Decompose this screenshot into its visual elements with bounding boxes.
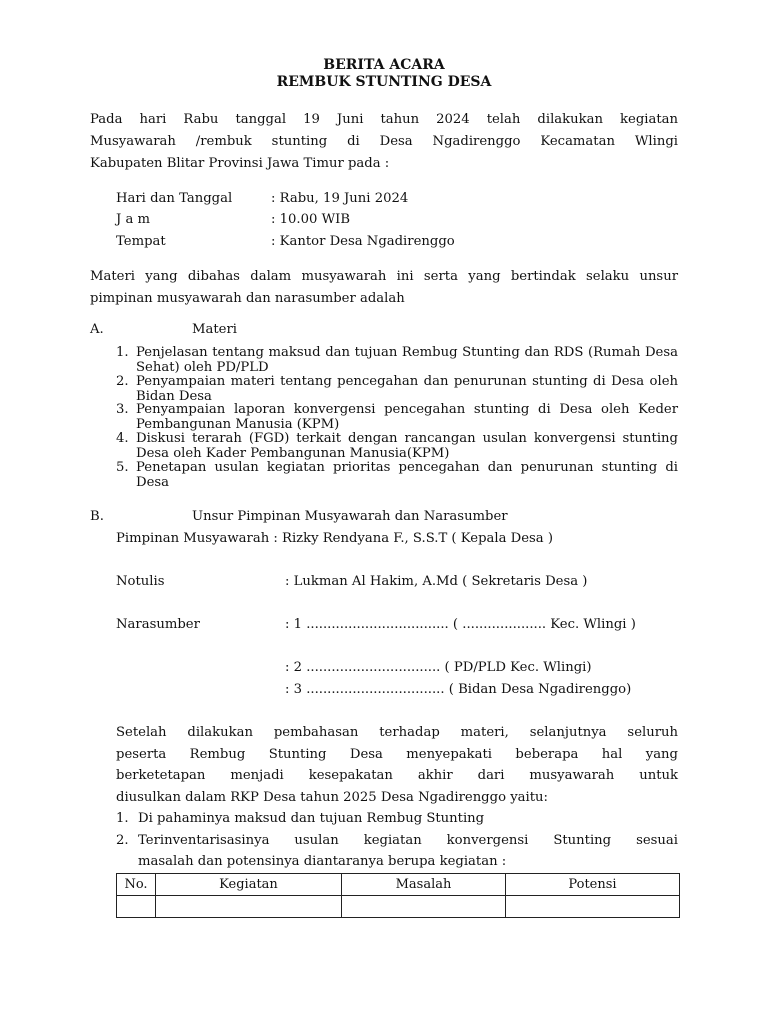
materi-intro-line-1: Materi yang dibahas dalam musyawarah ini serta yang bertindak selaku unsur xyxy=(90,269,678,284)
materi-item: Penyampaian materi tentang pencegahan dan penurunan stunting di Desa oleh Bidan Desa xyxy=(136,374,678,404)
column-header-no: No. xyxy=(117,874,156,896)
narasumber-label: Narasumber xyxy=(116,617,200,632)
detail-value-place: : Kantor Desa Ngadirenggo xyxy=(271,234,455,249)
intro-line-3: Kabupaten Blitar Provinsi Jawa Timur pada : xyxy=(90,156,390,171)
notulis-value: : Lukman Al Hakim, A.Md ( Sekretaris Desa ) xyxy=(285,574,588,589)
materi-item-number: 2. xyxy=(116,374,129,389)
materi-item: Penjelasan tentang maksud dan tujuan Rembug Stunting dan RDS (Rumah Desa Sehat) oleh PD/PLD xyxy=(136,345,678,375)
section-b-heading: Unsur Pimpinan Musyawarah dan Narasumber xyxy=(192,509,508,524)
materi-item: Penetapan usulan kegiatan prioritas pencegahan dan penurunan stunting di Desa xyxy=(136,460,678,490)
column-header-masalah: Masalah xyxy=(342,874,506,896)
agreement-item: Terinventarisasinya usulan kegiatan konvergensi Stunting sesuai xyxy=(138,833,678,848)
agreement-number: 2. xyxy=(116,833,129,848)
table-cell xyxy=(342,896,506,918)
table-cell xyxy=(506,896,680,918)
agreement-item-continued: masalah dan potensinya diantaranya berupa kegiatan : xyxy=(138,854,507,869)
intro-line-1: Pada hari Rabu tanggal 19 Juni tahun 2024 telah dilakukan kegiatan xyxy=(90,112,678,127)
detail-value-time: : 10.00 WIB xyxy=(271,212,351,227)
agreement-item: Di pahaminya maksud dan tujuan Rembug Stunting xyxy=(138,811,485,826)
materi-item-number: 3. xyxy=(116,402,129,417)
conclusion-line-3: berketetapan menjadi kesepakatan akhir dari musyawarah untuk xyxy=(116,768,678,783)
notulis-label: Notulis xyxy=(116,574,165,589)
intro-line-2: Musyawarah /rembuk stunting di Desa Ngadirenggo Kecamatan Wlingi xyxy=(90,134,678,149)
conclusion-line-2: peserta Rembug Stunting Desa menyepakati beberapa hal yang xyxy=(116,747,678,762)
agreement-number: 1. xyxy=(116,811,129,826)
table-header-row xyxy=(117,874,680,896)
conclusion-line-1: Setelah dilakukan pembahasan terhadap materi, selanjutnya seluruh xyxy=(116,725,678,740)
materi-item-number: 4. xyxy=(116,431,129,446)
materi-item-number: 1. xyxy=(116,345,129,360)
narasumber-entry-2: : 2 ................................ ( PD/PLD Kec. Wlingi) xyxy=(285,660,592,675)
materi-intro-line-2: pimpinan musyawarah dan narasumber adalah xyxy=(90,291,405,306)
materi-item: Penyampaian laporan konvergensi pencegahan stunting di Desa oleh Keder Pembangunan Manusia (KPM) xyxy=(136,402,678,432)
narasumber-entry-3: : 3 ................................. ( Bidan Desa Ngadirenggo) xyxy=(285,682,632,697)
table-cell xyxy=(117,896,156,918)
section-a-letter: A. xyxy=(90,322,104,337)
column-header-potensi: Potensi xyxy=(506,874,680,896)
detail-label-date: Hari dan Tanggal xyxy=(116,191,233,206)
detail-label-place: Tempat xyxy=(116,234,166,249)
section-b-letter: B. xyxy=(90,509,104,524)
narasumber-entry-1: : 1 .................................. ( .................... Kec. Wlingi ) xyxy=(285,617,636,632)
materi-item-number: 5. xyxy=(116,460,129,475)
column-header-kegiatan: Kegiatan xyxy=(156,874,342,896)
pimpinan-line: Pimpinan Musyawarah : Rizky Rendyana F., S.S.T ( Kepala Desa ) xyxy=(116,531,553,546)
detail-label-time: J a m xyxy=(116,212,151,227)
detail-value-date: : Rabu, 19 Juni 2024 xyxy=(271,191,409,206)
activities-table xyxy=(116,873,680,918)
document-subtitle: REMBUK STUNTING DESA xyxy=(276,74,492,90)
table-cell xyxy=(156,896,342,918)
table-row xyxy=(117,896,680,918)
section-a-heading: Materi xyxy=(192,322,237,337)
document-title: BERITA ACARA xyxy=(323,57,445,73)
materi-item: Diskusi terarah (FGD) terkait dengan rancangan usulan konvergensi stunting Desa oleh Kader Pembangunan Manusia(KPM) xyxy=(136,431,678,461)
conclusion-line-4: diusulkan dalam RKP Desa tahun 2025 Desa Ngadirenggo yaitu: xyxy=(116,790,548,805)
